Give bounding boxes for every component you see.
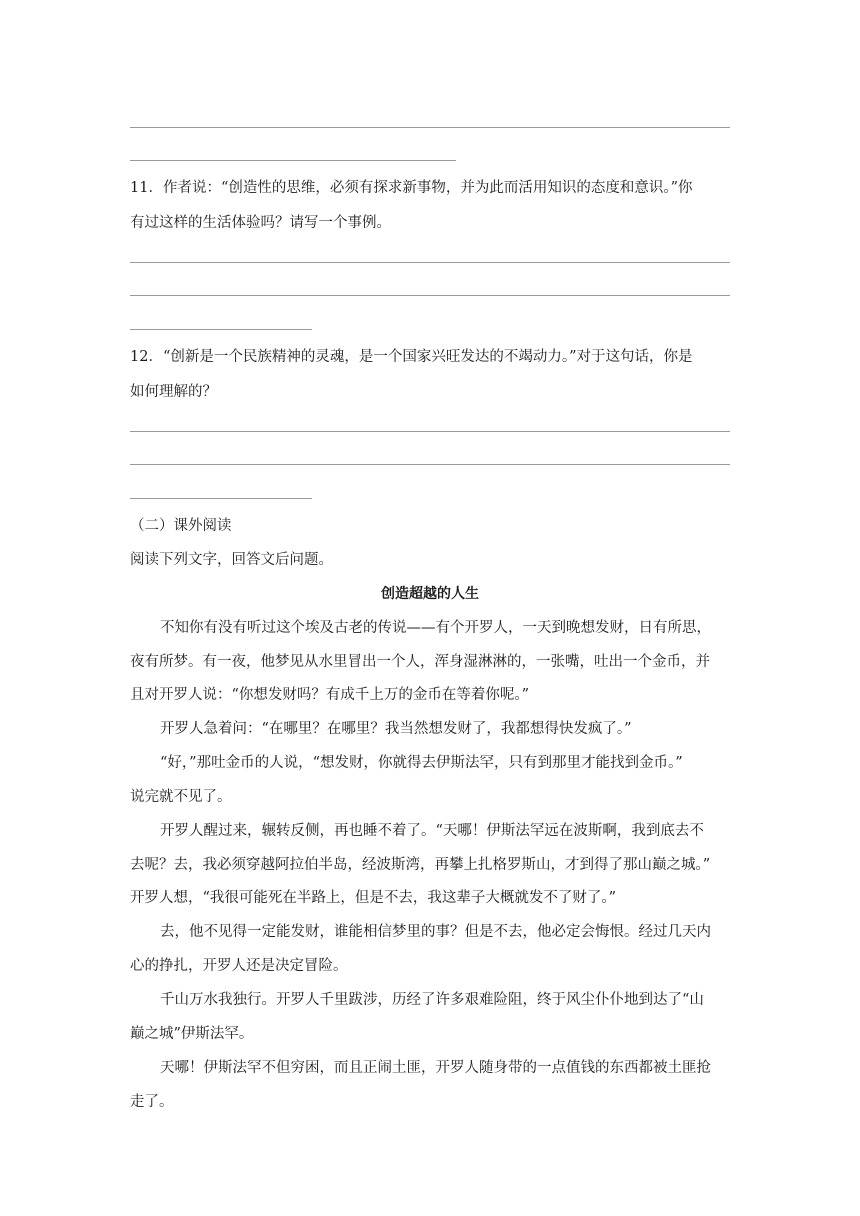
question-11-line-2: 有过这样的生活体验吗？请写一个事例。: [130, 215, 391, 231]
paragraph-line: 且对开罗人说：“你想发财吗？有成千上万的金币在等着你呢。”: [130, 687, 530, 703]
question-12-line-1: 12．“创新是一个民族精神的灵魂，是一个国家兴旺发达的不竭动力。”对于这句话，你是: [130, 349, 693, 365]
paragraph-line: 天哪！伊斯法罕不但穷困，而且正闹土匪，开罗人随身带的一点值钱的东西都被土匪抢: [160, 1060, 711, 1076]
question-11-line-1: 11．作者说：“创造性的思维，必须有探求新事物，并为此而活用知识的态度和意识。”你: [130, 180, 693, 196]
section-heading: （二）课外阅读: [130, 518, 232, 534]
answer-line: [130, 127, 730, 128]
paragraph-line: 去，他不见得一定能发财，谁能相信梦里的事？但是不去，他必定会悔恨。经过几天内: [160, 924, 711, 940]
paragraph-line: 千山万水我独行。开罗人千里跋涉，历经了许多艰难险阻，终于风尘仆仆地到达了“山: [160, 992, 704, 1008]
paragraph-line: 说完就不见了。: [130, 789, 232, 805]
answer-line: [130, 464, 730, 465]
paragraph-line: 开罗人醒过来，辗转反侧，再也睡不着了。“天哪！伊斯法罕远在波斯啊，我到底去不: [160, 823, 704, 839]
paragraph-line: 夜有所梦。有一夜，他梦见从水里冒出一个人，浑身湿淋淋的，一张嘴，吐出一个金币，并: [130, 654, 710, 670]
answer-line: [130, 329, 312, 330]
answer-line: [130, 262, 730, 263]
paragraph-line: 巅之城”伊斯法罕。: [130, 1026, 254, 1042]
answer-line: [130, 431, 730, 432]
reading-instruction: 阅读下列文字，回答文后问题。: [130, 552, 333, 568]
paragraph-line: “好，”那吐金币的人说，“想发财，你就得去伊斯法罕，只有到那里才能找到金币。”: [160, 755, 683, 771]
answer-line: [130, 498, 312, 499]
paragraph-line: 不知你有没有听过这个埃及古老的传说——有个开罗人，一天到晚想发财，日有所思，: [160, 620, 711, 636]
answer-line: [130, 295, 730, 296]
answer-line: [130, 160, 456, 161]
paragraph-line: 去呢？去，我必须穿越阿拉伯半岛，经波斯湾，再攀上扎格罗斯山，才到得了那山巅之城。”: [130, 857, 711, 873]
paragraph-line: 心的挣扎，开罗人还是决定冒险。: [130, 958, 348, 974]
paragraph-line: 开罗人想，“我很可能死在半路上，但是不去，我这辈子大概就发不了财了。”: [130, 890, 617, 906]
article-title: 创造超越的人生: [381, 586, 479, 602]
paragraph-line: 走了。: [130, 1094, 174, 1110]
question-12-line-2: 如何理解的？: [130, 384, 217, 400]
paragraph-line: 开罗人急着问：“在哪里？在哪里？我当然想发财了，我都想得快发疯了。”: [160, 721, 632, 737]
